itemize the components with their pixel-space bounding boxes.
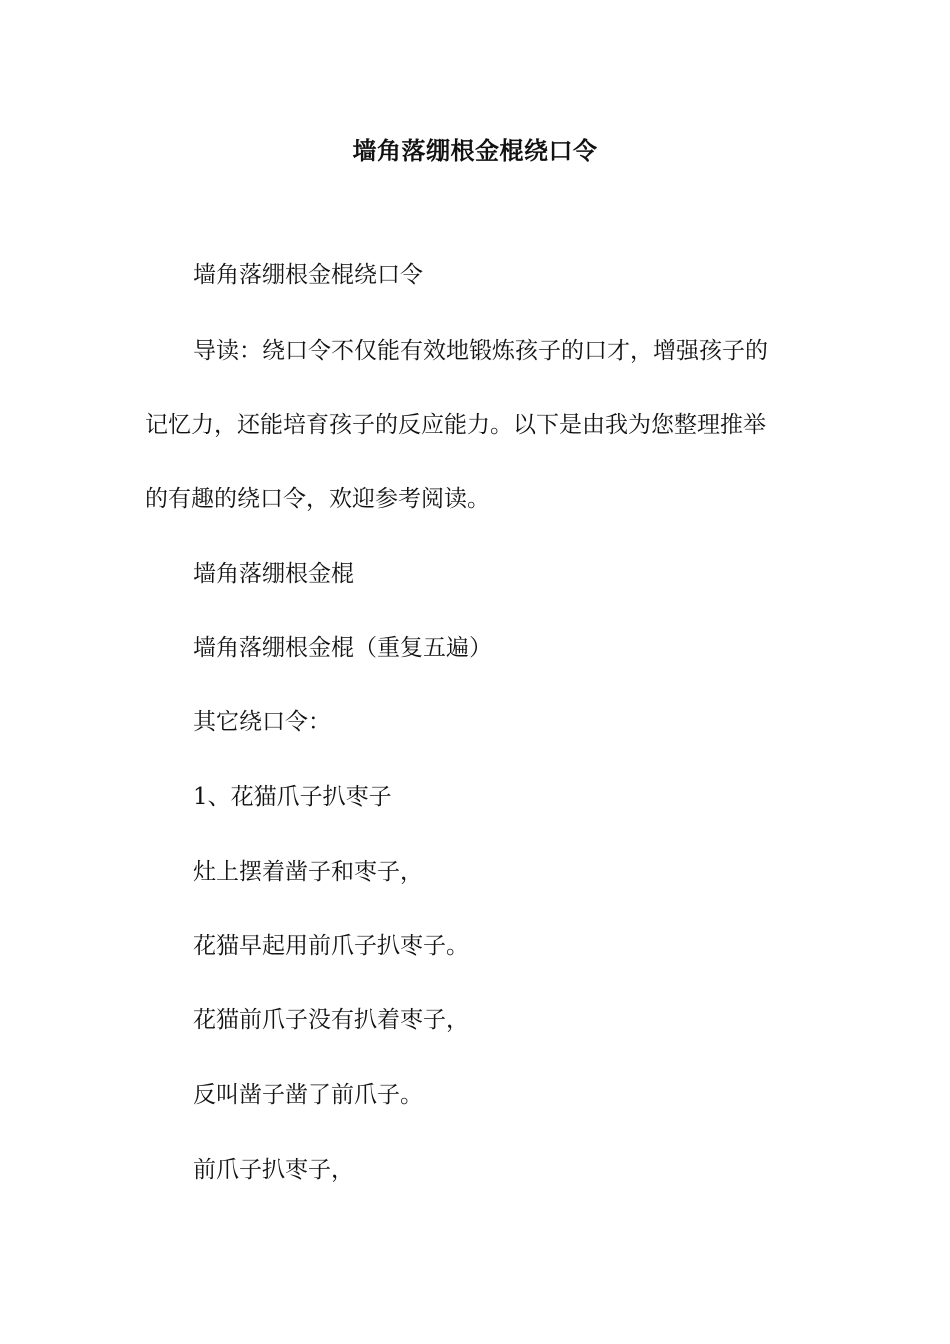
paragraph-intro-line-1: 导读：绕口令不仅能有效地锻炼孩子的口才，增强孩子的 [193, 338, 768, 364]
paragraph-other-heading: 其它绕口令： [193, 709, 331, 735]
paragraph-verse-line: 花猫早起用前爪子扒枣子。 [193, 933, 469, 959]
paragraph-intro-line-2: 记忆力，还能培育孩子的反应能力。以下是由我为您整理推举 [145, 412, 766, 438]
paragraph-subtitle: 墙角落绷根金棍绕口令 [193, 262, 423, 288]
document-title: 墙角落绷根金棍绕口令 [352, 136, 598, 165]
paragraph-intro-line-3: 的有趣的绕口令，欢迎参考阅读。 [145, 486, 490, 512]
paragraph-verse-line: 反叫凿子凿了前爪子。 [193, 1082, 423, 1108]
paragraph-verse-line: 前爪子扒枣子， [193, 1157, 354, 1183]
paragraph-tongue-twister-title: 墙角落绷根金棍 [193, 561, 354, 587]
paragraph-verse-line: 花猫前爪子没有扒着枣子， [193, 1007, 469, 1033]
paragraph-verse-line: 灶上摆着凿子和枣子， [193, 859, 423, 885]
paragraph-item-1-title: 1、花猫爪子扒枣子 [193, 784, 392, 810]
paragraph-repeat-note: 墙角落绷根金棍（重复五遍） [193, 635, 492, 661]
